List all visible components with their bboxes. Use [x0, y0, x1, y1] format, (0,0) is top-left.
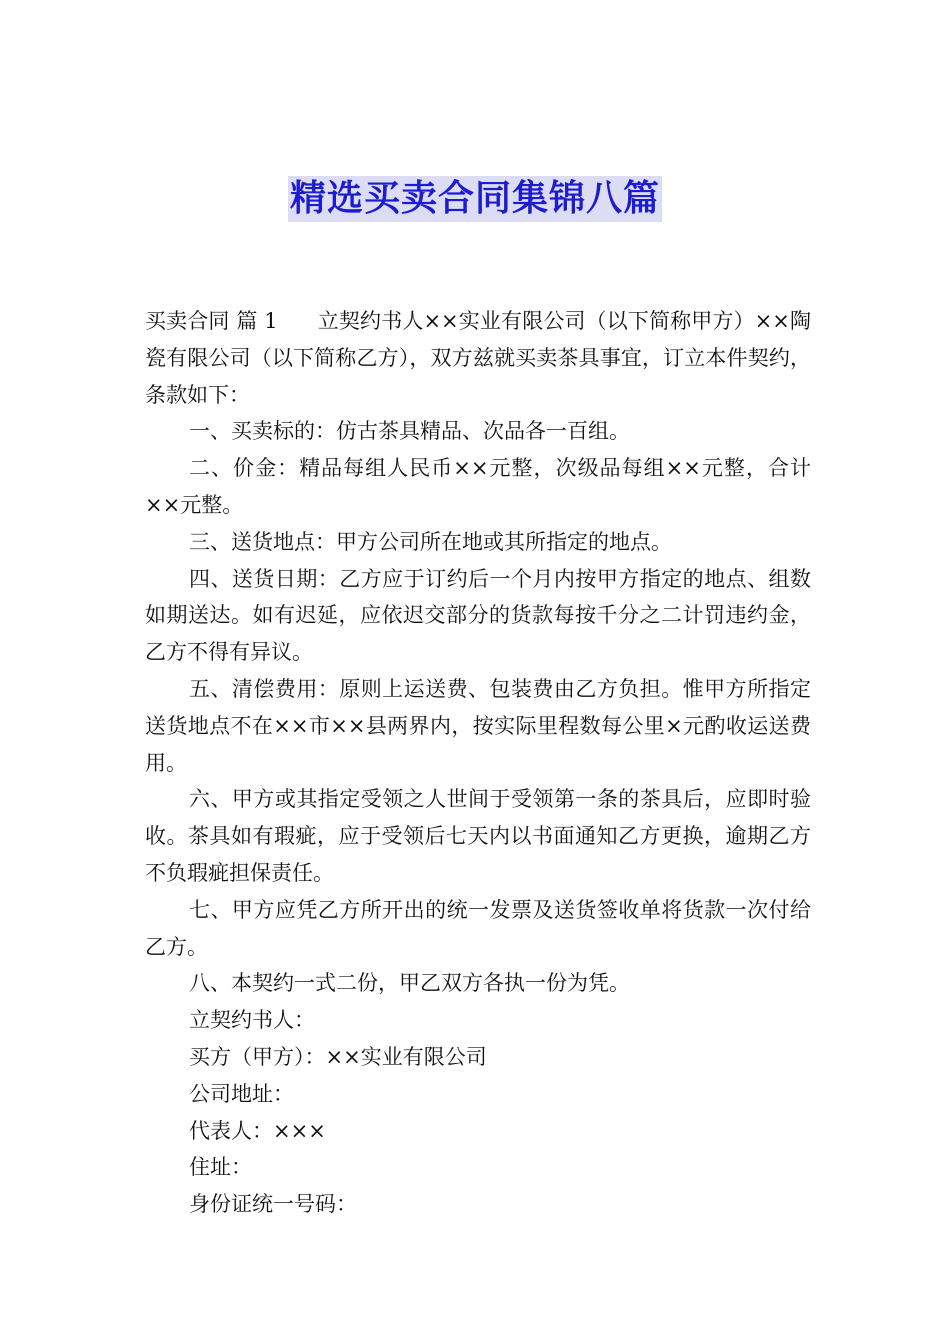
clause-5: 五、清偿费用：原则上运送费、包装费由乙方负担。惟甲方所指定送货地点不在××市××县两界内，按实际里程数每公里×元酌收运送费用。 — [145, 676, 811, 775]
clause-6: 六、甲方或其指定受领之人世间于受领第一条的茶具后，应即时验收。茶具如有瑕疵，应于受领后七天内以书面通知乙方更换，逾期乙方不负瑕疵担保责任。 — [145, 787, 811, 885]
signature-line-buyer: 买方（甲方）：××实业有限公司 — [189, 1044, 487, 1069]
signature-line-address: 公司地址： — [189, 1081, 294, 1106]
title-container — [0, 176, 950, 222]
signature-line-representative: 代表人：××× — [189, 1118, 326, 1143]
clause-3: 三、送货地点：甲方公司所在地或其所指定的地点。 — [189, 529, 672, 554]
document-title: 精选买卖合同集锦八篇 — [288, 176, 662, 222]
contract-heading: 买卖合同 篇 1 — [145, 309, 278, 333]
clause-7: 七、甲方应凭乙方所开出的统一发票及送货签收单将货款一次付给乙方。 — [145, 897, 811, 959]
clause-2: 二、价金：精品每组人民币××元整，次级品每组××元整，合计××元整。 — [145, 456, 811, 517]
contract-intro-paragraph — [145, 303, 811, 413]
contract-body — [145, 303, 811, 1223]
signature-line-residence: 住址： — [189, 1155, 252, 1180]
signature-line-id-number: 身份证统一号码： — [189, 1192, 357, 1217]
clause-4: 四、送货日期：乙方应于订约后一个月内按甲方指定的地点、组数如期送达。如有迟延，应依迟交部分的货款每按千分之二计罚违约金，乙方不得有异议。 — [145, 566, 811, 665]
clause-8: 八、本契约一式二份，甲乙双方各执一份为凭。 — [189, 971, 630, 996]
signature-line-signatory: 立契约书人： — [189, 1008, 315, 1033]
contract-intro: 立契约书人××实业有限公司（以下简称甲方）××陶瓷有限公司（以下简称乙方），双方兹就买卖茶具事宜，订立本件契约，条款如下： — [145, 309, 811, 407]
clause-1: 一、买卖标的：仿古茶具精品、次品各一百组。 — [189, 419, 630, 444]
